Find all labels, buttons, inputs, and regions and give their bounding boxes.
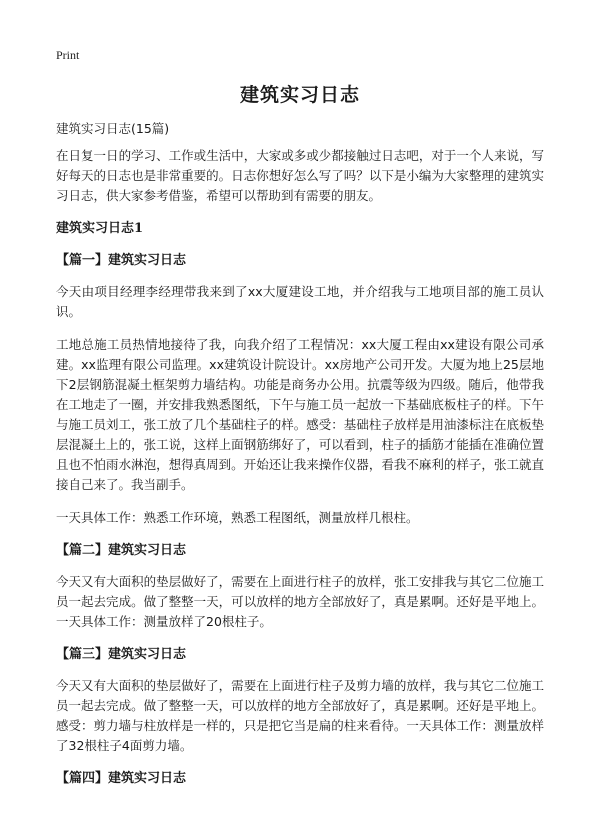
article-paragraph: 今天由项目经理李经理带我来到了xx大厦建设工地，并介绍我与工地项目部的施工员认识。 <box>56 284 544 319</box>
article-paragraph: 今天又有大面积的垫层做好了，需要在上面进行柱子的放样，张工安排我与其它二位施工员一起去完成。做了整整一天，可以放样的地方全部放好了，真是累啊。还好是平地上。一天具体工作：测量放样了20根柱子。 <box>56 574 544 629</box>
document-subtitle: 建筑实习日志(15篇) <box>56 121 170 136</box>
section-heading: 建筑实习日志1 <box>56 221 144 236</box>
article-heading: 【篇二】建筑实习日志 <box>56 543 187 558</box>
print-link[interactable]: Print <box>56 48 80 62</box>
article-paragraph: 一天具体工作：熟悉工作环境，熟悉工程图纸，测量放样几根柱。 <box>56 510 419 525</box>
article-heading: 【篇四】建筑实习日志 <box>56 771 187 786</box>
article-paragraph: 工地总施工员热情地接待了我，向我介绍了工程情况：xx大厦工程由xx建设有限公司承建。xx监理有限公司监理。xx建筑设计院设计。xx房地产公司开发。大厦为地上25层地下2层钢筋混凝土框架剪力墙结构。功能是商务办公用。抗震等级为四级。随后，他带我在工地走了一圈，并安排我熟悉图纸，下午与施工员一起放一下基础底板柱子的样。下午与施工员刘工，张工放了几个基础柱子的样。感受：基础柱子放样是用油漆标注在底板垫层混凝土上的，张工说，这样上面钢筋绑好了，可以看到，柱子的插筋才能插在准确位置且也不怕雨水淋泡，想得真周到。开始还让我来操作仪器，看我不麻利的样子，张工就直接自己来了。我当副手。 <box>56 337 544 492</box>
article-paragraph: 今天又有大面积的垫层做好了，需要在上面进行柱子及剪力墙的放样，我与其它二位施工员一起去完成。做了整整一天，可以放样的地方全部放好了，真是累啊。还好是平地上。感受：剪力墙与柱放样是一样的，只是把它当是扁的柱来看待。一天具体工作：测量放样了32根柱子4面剪力墙。 <box>56 678 544 753</box>
article-heading: 【篇一】建筑实习日志 <box>56 253 187 268</box>
intro-paragraph: 在日复一日的学习、工作或生活中，大家或多或少都接触过日志吧，对于一个人来说，写好每天的日志也是非常重要的。日志你想好怎么写了吗？以下是小编为大家整理的建筑实习日志，供大家参考借鉴，希望可以帮助到有需要的朋友。 <box>56 148 544 203</box>
document-body <box>56 120 544 800</box>
page-title: 建筑实习日志 <box>239 84 360 106</box>
article-heading: 【篇三】建筑实习日志 <box>56 647 187 662</box>
